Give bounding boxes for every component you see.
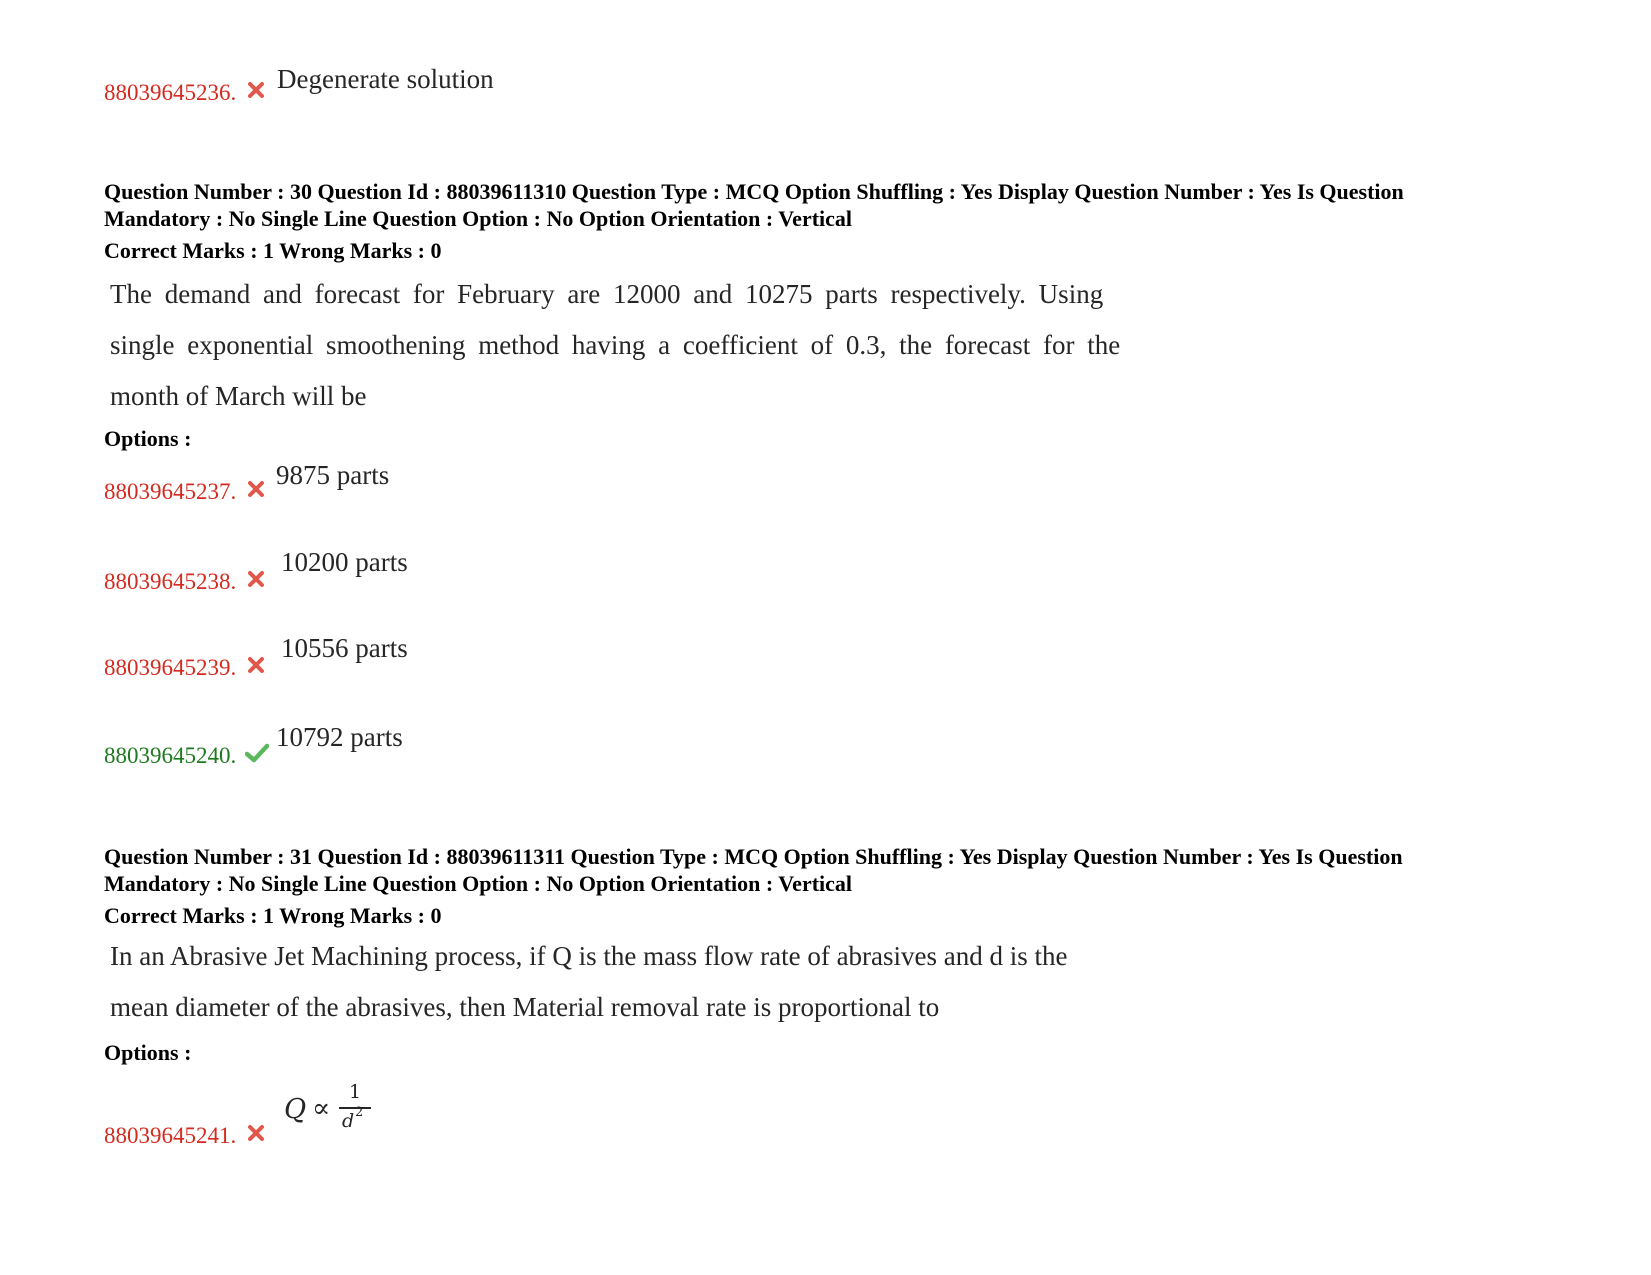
question-text-line: month of March will be (110, 381, 367, 411)
check-icon (245, 743, 269, 763)
question-text-line: mean diameter of the abrasives, then Material removal rate is proportional to (110, 992, 940, 1022)
cross-icon (247, 570, 265, 588)
cross-icon (247, 480, 265, 498)
question-marks: Correct Marks : 1 Wrong Marks : 0 (104, 238, 442, 263)
option-id: 88039645239. (104, 655, 237, 680)
cross-icon (247, 1124, 265, 1142)
option-text: Degenerate solution (277, 64, 494, 94)
question-text-line: In an Abrasive Jet Machining process, if Q is the mass flow rate of abrasives and d is the (110, 941, 1068, 971)
option-id: 88039645237. (104, 479, 237, 504)
formula-denominator: d (342, 1110, 355, 1132)
question-text-line: single exponential smoothening method having a coefficient of 0.3, the forecast for the (110, 330, 1121, 360)
question-meta-line-1: Question Number : 31 Question Id : 88039611311 Question Type : MCQ Option Shuffling : Yes Display Question Number : Yes Is Question (104, 844, 1403, 869)
question-meta-line-1: Question Number : 30 Question Id : 88039611310 Question Type : MCQ Option Shuffling : Yes Display Question Number : Yes Is Question (104, 179, 1404, 204)
option-id: 88039645236. (104, 80, 237, 105)
options-label: Options : (104, 1040, 192, 1065)
question-meta-line-2: Mandatory : No Single Line Question Option : No Option Orientation : Vertical (104, 206, 853, 231)
cross-icon (247, 81, 265, 99)
option-text: 10200 parts (281, 547, 408, 577)
option-id: 88039645241. (104, 1123, 237, 1148)
question-meta-line-2: Mandatory : No Single Line Question Option : No Option Orientation : Vertical (104, 871, 853, 896)
option-text: 9875 parts (276, 460, 390, 490)
formula-exponent: 2 (355, 1105, 364, 1120)
formula-lhs: Q (284, 1094, 307, 1125)
question-text-line: The demand and forecast for February are 12000 and 10275 parts respectively. Using (110, 279, 1104, 309)
formula-relation: ∝ (312, 1093, 331, 1124)
option-id: 88039645238. (104, 569, 237, 594)
option-text: 10792 parts (276, 722, 403, 752)
options-label: Options : (104, 426, 192, 451)
question-marks: Correct Marks : 1 Wrong Marks : 0 (104, 903, 442, 928)
formula-numerator: 1 (348, 1081, 362, 1103)
option-text: 10556 parts (281, 633, 408, 663)
cross-icon (247, 656, 265, 674)
option-id: 88039645240. (104, 743, 237, 768)
